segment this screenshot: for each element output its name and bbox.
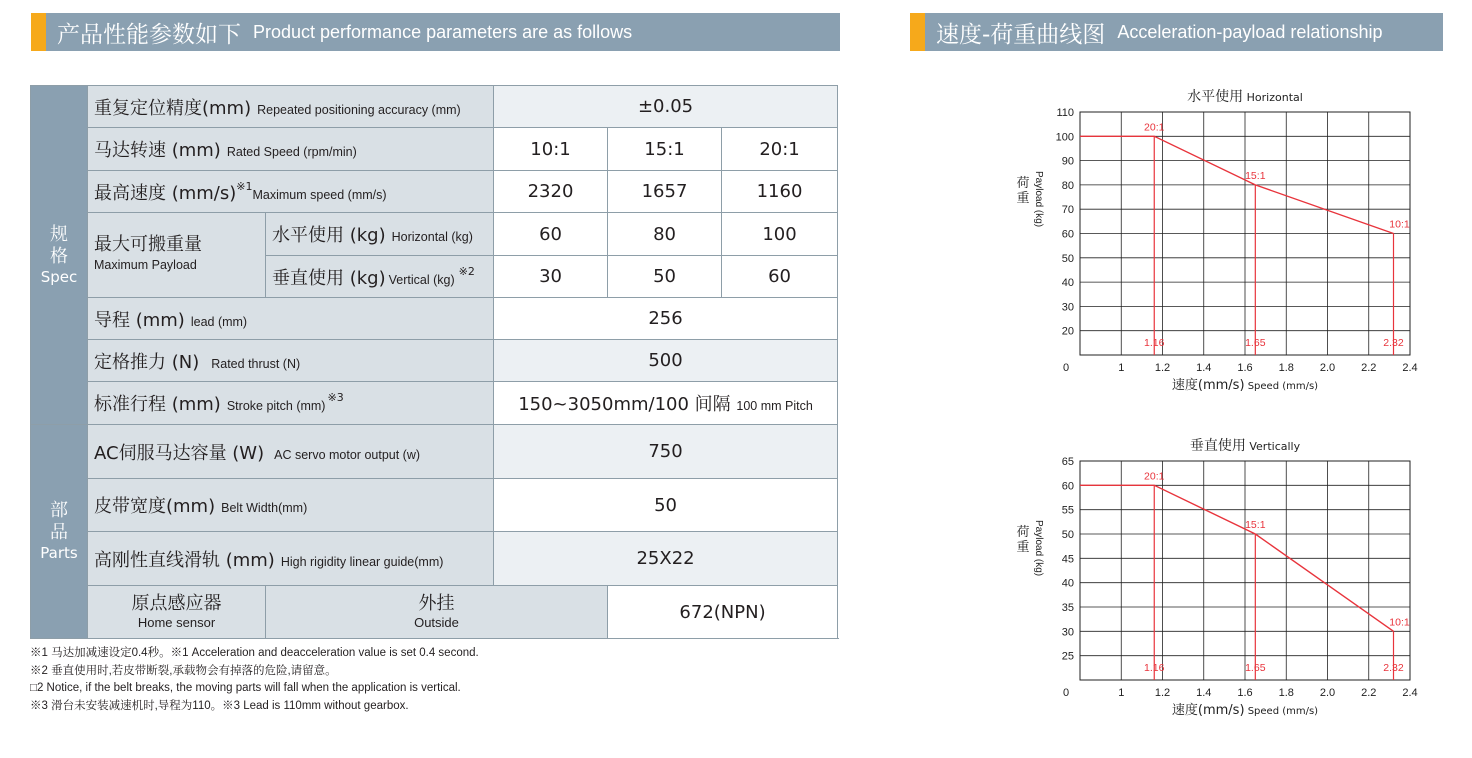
ratio-label: 10:1 xyxy=(1389,218,1410,231)
value-vertical-3: 60 xyxy=(722,256,838,298)
group-spec: 规 格 Spec xyxy=(31,86,88,425)
footnote-2: ※2 垂直使用时,若皮带断裂,承载物会有掉落的危险,请留意。 xyxy=(30,664,337,677)
y-axis-label-cn-2: 重 xyxy=(1016,191,1030,206)
header-title-en: Product performance parameters are as follows xyxy=(253,21,633,42)
x-axis-label-cn: 速度(mm/s) xyxy=(1171,703,1245,718)
x-tick-label: 1 xyxy=(1118,362,1125,374)
value-max-speed-1: 2320 xyxy=(494,171,608,213)
label-belt: 皮带宽度(mm) Belt Width(mm) xyxy=(88,479,494,532)
y-tick-label: 65 xyxy=(1061,456,1074,468)
value-horizontal-3: 100 xyxy=(722,213,838,256)
x-tick-label: 1.4 xyxy=(1196,362,1212,374)
y-tick-label: 20 xyxy=(1061,325,1074,338)
x-tick-label: 1.2 xyxy=(1154,362,1171,374)
value-home-sensor: 672(NPN) xyxy=(608,586,838,639)
x-tick-label: 0 xyxy=(1062,687,1070,699)
x-tick-label: 2.0 xyxy=(1319,687,1336,699)
y-tick-label: 90 xyxy=(1061,155,1074,168)
value-max-speed-3: 1160 xyxy=(722,171,838,213)
y-tick-label: 35 xyxy=(1061,602,1074,614)
speed-point-label: 1.16 xyxy=(1144,662,1165,674)
label-rated-speed: 马达转速 (mm) Rated Speed (rpm/min) xyxy=(88,128,494,171)
chart-title-cn: 垂直使用 xyxy=(1189,438,1246,454)
header-title-cn: 速度-荷重曲线图 xyxy=(936,21,1106,48)
value-rated-speed-3: 20:1 xyxy=(722,128,838,171)
value-belt: 50 xyxy=(494,479,838,532)
label-sensor-mount: 外挂 Outside xyxy=(266,586,608,639)
x-tick-label: 0 xyxy=(1062,362,1070,374)
x-tick-label: 2.0 xyxy=(1319,362,1336,374)
chart-title xyxy=(1187,88,1303,105)
label-max-payload: 最大可搬重量 Maximum Payload xyxy=(88,213,266,298)
ratio-label: 15:1 xyxy=(1245,169,1266,182)
x-tick-label: 1.4 xyxy=(1196,687,1212,699)
value-servo: 750 xyxy=(494,425,838,479)
y-tick-label: 60 xyxy=(1061,480,1074,493)
y-tick-label: 60 xyxy=(1061,228,1074,241)
speed-point-label: 2.32 xyxy=(1383,662,1404,674)
ratio-label: 15:1 xyxy=(1245,519,1266,531)
x-axis-label xyxy=(1172,702,1318,718)
label-vertical: 垂直使用 (kg) Vertical (kg)$^{※2}$ xyxy=(266,256,494,298)
header-title-cn: 产品性能参数如下 xyxy=(57,21,241,48)
value-rated-speed-2: 15:1 xyxy=(608,128,722,171)
y-tick-label: 100 xyxy=(1055,131,1074,144)
chart-title-en: Vertically xyxy=(1245,440,1301,453)
group-parts: 部 品 Parts xyxy=(31,425,88,639)
y-axis-label-en: Payload (kg) xyxy=(1033,520,1044,577)
label-stroke: 标准行程 (mm) Stroke pitch (mm)$^{※3}$ xyxy=(88,382,494,425)
y-axis-label-en: Payload (kg) xyxy=(1033,171,1044,228)
label-max-speed: 最高速度 $(mm/s)^{※1}Maximum$ speed (mm/s) xyxy=(88,171,494,213)
value-guide: 25X22 xyxy=(494,532,838,586)
y-tick-label: 40 xyxy=(1061,577,1074,590)
y-axis-label-cn-1: 荷 xyxy=(1016,525,1030,540)
y-tick-label: 30 xyxy=(1061,301,1074,314)
footnote-3: ※3 滑台未安装减速机时,导程为110。※3 Lead is 110mm without gearbox. xyxy=(30,699,409,712)
y-axis-label-cn-2: 重 xyxy=(1016,540,1030,555)
value-thrust: 500 xyxy=(494,340,838,382)
x-axis-label-en: Speed (mm/s) xyxy=(1244,381,1319,392)
y-axis-label-cn-1: 荷 xyxy=(1016,176,1030,191)
value-horizontal-1: 60 xyxy=(494,213,608,256)
footnote-1: ※1 马达加减速设定0.4秒。※1 Acceleration and deacceleration value is set 0.4 second. xyxy=(30,647,479,659)
value-accuracy: ±0.05 xyxy=(494,86,838,128)
label-guide: 高刚性直线滑轨 (mm) High rigidity linear guide(mm) xyxy=(88,532,494,586)
value-lead: 256 xyxy=(494,298,838,340)
value-horizontal-2: 80 xyxy=(608,213,722,256)
value-vertical-2: 50 xyxy=(608,256,722,298)
label-thrust: 定格推力 (N) Rated thrust (N) xyxy=(88,340,494,382)
speed-point-label: 1.65 xyxy=(1245,337,1266,349)
label-accuracy: 重复定位精度(mm) Repeated positioning accuracy (mm) xyxy=(88,86,494,128)
chart-title-cn: 水平使用 xyxy=(1187,89,1244,105)
label-servo: AC伺服马达容量 (W) AC servo motor output (w) xyxy=(88,425,494,479)
speed-point-label: 1.16 xyxy=(1144,337,1165,349)
value-stroke: 150~3050mm/100 间隔 100 mm Pitch xyxy=(494,382,838,425)
x-tick-label: 2.4 xyxy=(1402,687,1418,699)
y-tick-label: 110 xyxy=(1056,107,1074,119)
value-max-speed-2: 1657 xyxy=(608,171,722,213)
y-tick-label: 30 xyxy=(1061,626,1074,639)
y-tick-label: 25 xyxy=(1061,650,1074,663)
label-home-sensor: 原点感应器 Home sensor xyxy=(88,586,266,639)
y-tick-label: 70 xyxy=(1061,204,1074,217)
ratio-label: 20:1 xyxy=(1144,470,1165,483)
y-tick-label: 50 xyxy=(1061,529,1074,541)
y-tick-label: 45 xyxy=(1061,553,1074,566)
label-lead: 导程 (mm) lead (mm) xyxy=(88,298,494,340)
ratio-label: 20:1 xyxy=(1144,121,1165,134)
speed-point-label: 1.65 xyxy=(1245,662,1266,674)
value-rated-speed-1: 10:1 xyxy=(494,128,608,171)
value-vertical-1: 30 xyxy=(494,256,608,298)
x-axis-label xyxy=(1172,377,1318,393)
label-horizontal: 水平使用 (kg) Horizontal (kg) xyxy=(266,213,494,256)
x-tick-label: 2.2 xyxy=(1361,687,1377,699)
x-tick-label: 1 xyxy=(1118,687,1125,699)
x-axis-label-en: Speed (mm/s) xyxy=(1244,706,1319,717)
chart-title xyxy=(1190,437,1301,454)
x-axis-label-cn: 速度(mm/s) xyxy=(1171,378,1245,393)
x-tick-label: 1.6 xyxy=(1237,362,1253,374)
footnote-2-en: □2 Notice, if the belt breaks, the moving parts will fall when the application is vertical. xyxy=(30,682,461,694)
x-tick-label: 2.2 xyxy=(1361,362,1377,374)
speed-point-label: 2.32 xyxy=(1383,337,1404,349)
y-tick-label: 80 xyxy=(1061,179,1074,192)
y-tick-label: 50 xyxy=(1061,252,1074,265)
y-tick-label: 40 xyxy=(1061,277,1074,290)
chart-title-en: Horizontal xyxy=(1243,91,1303,104)
header-title-en: Acceleration-payload relationship xyxy=(1117,21,1383,42)
x-tick-label: 1.8 xyxy=(1278,687,1294,699)
x-tick-label: 1.6 xyxy=(1237,687,1253,699)
y-tick-label: 55 xyxy=(1061,504,1074,517)
x-tick-label: 2.4 xyxy=(1402,362,1418,374)
x-tick-label: 1.8 xyxy=(1278,362,1294,374)
ratio-label: 10:1 xyxy=(1389,616,1410,629)
x-tick-label: 1.2 xyxy=(1154,687,1171,699)
